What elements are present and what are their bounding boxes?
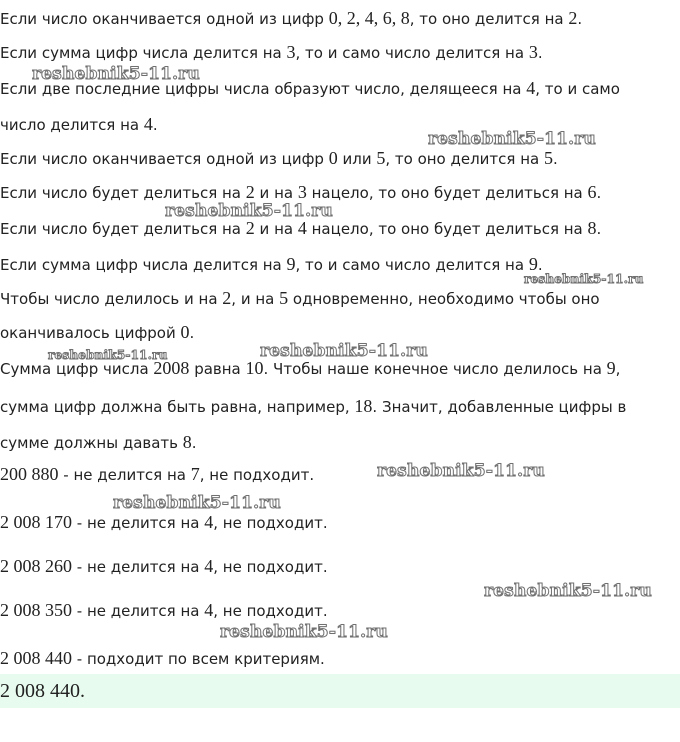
- line-text: , то оно делится на: [385, 150, 544, 168]
- line-text: .: [596, 184, 602, 202]
- line-text: и на: [254, 184, 298, 202]
- line-text: Если число оканчивается одной из цифр: [0, 150, 329, 168]
- line-text: , и на: [231, 290, 280, 308]
- line-text: сумма цифр должна быть равна, например,: [0, 398, 355, 416]
- line-number: 4: [204, 512, 214, 532]
- line-number: 5: [279, 288, 289, 308]
- line-text: нацело, то оно будет делиться на: [306, 220, 588, 238]
- line-text: Если число оканчивается одной из цифр: [0, 10, 329, 28]
- line-text: одновременно, необходимо чтобы оно: [288, 290, 600, 308]
- text-line: [0, 648, 325, 669]
- line-text: оканчивалось цифрой: [0, 324, 181, 342]
- text-line: [0, 8, 582, 29]
- text-line: [0, 396, 626, 417]
- line-text: , не подходит.: [213, 514, 328, 532]
- watermark: reshebnik5-11.ru: [260, 341, 428, 361]
- line-text: .: [596, 220, 602, 238]
- text-line: [0, 512, 328, 533]
- line-text: число делится на: [0, 116, 144, 134]
- line-text: или: [337, 150, 377, 168]
- text-line: [0, 556, 328, 577]
- line-text: .: [537, 256, 543, 274]
- watermark: reshebnik5-11.ru: [48, 348, 168, 362]
- text-line: [0, 218, 601, 239]
- line-text: - не делится на: [72, 514, 205, 532]
- line-number: 9: [528, 254, 538, 274]
- text-line: [0, 288, 600, 309]
- watermark: reshebnik5-11.ru: [428, 129, 596, 149]
- line-number: 200 880: [0, 464, 59, 484]
- line-text: , то оно делится на: [409, 10, 569, 28]
- line-number: 4: [204, 600, 214, 620]
- line-text: .: [152, 116, 158, 134]
- watermark: reshebnik5-11.ru: [484, 581, 652, 601]
- line-number: 4: [526, 78, 536, 98]
- line-text: .: [189, 324, 195, 342]
- line-text: Если сумма цифр числа делится на: [0, 256, 287, 274]
- line-number: 4: [143, 114, 153, 134]
- line-text: Если число будет делиться на: [0, 184, 246, 202]
- watermark: reshebnik5-11.ru: [524, 272, 644, 286]
- line-text: - не делится на: [72, 602, 205, 620]
- line-text: нацело, то оно будет делиться на: [306, 184, 588, 202]
- line-text: .: [577, 10, 583, 28]
- text-line: [0, 148, 558, 169]
- line-number: 3: [297, 182, 307, 202]
- line-number: 5: [543, 148, 553, 168]
- line-text: - подходит по всем критериям.: [72, 650, 325, 668]
- line-text: Если число будет делиться на: [0, 220, 246, 238]
- text-line: [0, 464, 314, 485]
- answer-box: [0, 674, 680, 708]
- line-number: 0, 2, 4, 6, 8: [328, 8, 410, 28]
- line-number: 2: [222, 288, 232, 308]
- line-number: 10: [245, 358, 264, 378]
- line-text: , то и само число делится на: [295, 44, 529, 62]
- text-line: [0, 114, 158, 135]
- text-line: [0, 254, 543, 275]
- line-number: 5: [376, 148, 386, 168]
- line-text: сумме должны давать: [0, 434, 183, 452]
- line-number: 2 008 170: [0, 512, 72, 532]
- line-text: Сумма цифр числа: [0, 360, 154, 378]
- watermark: reshebnik5-11.ru: [220, 622, 388, 642]
- line-number: 2008: [153, 358, 190, 378]
- watermark: reshebnik5-11.ru: [165, 201, 333, 221]
- line-number: 6: [587, 182, 597, 202]
- text-line: [0, 182, 601, 203]
- line-number: 18: [354, 396, 373, 416]
- line-number: 2 008 440: [0, 648, 72, 668]
- watermark: reshebnik5-11.ru: [377, 461, 545, 481]
- line-text: .: [191, 434, 197, 452]
- line-text: - не делится на: [58, 466, 191, 484]
- text-line: [0, 42, 543, 63]
- line-number: 4: [204, 556, 214, 576]
- line-number: 0: [180, 322, 190, 342]
- line-text: , то и само: [535, 80, 620, 98]
- line-number: 2: [245, 182, 255, 202]
- text-line: [0, 322, 194, 343]
- line-text: . Чтобы наше конечное число делилось на: [263, 360, 607, 378]
- text-line: [0, 432, 197, 453]
- line-text: и на: [254, 220, 298, 238]
- line-number: 2: [568, 8, 578, 28]
- watermark: reshebnik5-11.ru: [32, 64, 200, 84]
- line-number: 8: [587, 218, 597, 238]
- text-line: [0, 600, 328, 621]
- line-text: , не подходит.: [213, 558, 328, 576]
- line-number: 0: [328, 148, 338, 168]
- line-text: ,: [615, 360, 621, 378]
- line-number: 2 008 260: [0, 556, 72, 576]
- line-text: , не подходит.: [199, 466, 315, 484]
- line-text: .: [537, 44, 543, 62]
- line-text: - не делится на: [72, 558, 205, 576]
- line-text: Чтобы число делилось и на: [0, 290, 223, 308]
- line-text: . Значит, добавленные цифры в: [372, 398, 627, 416]
- line-number: 8: [182, 432, 192, 452]
- line-number: 9: [606, 358, 616, 378]
- line-text: Если сумма цифр числа делится на: [0, 44, 287, 62]
- watermark: reshebnik5-11.ru: [113, 493, 281, 513]
- line-text: , то и само число делится на: [295, 256, 529, 274]
- line-number: 3: [528, 42, 538, 62]
- line-number: 7: [190, 464, 200, 484]
- line-text: равна: [189, 360, 246, 378]
- answer-value: 2 008 440.: [0, 680, 85, 702]
- line-text: Если две последние цифры числа образуют число, делящееся на: [0, 80, 527, 98]
- line-number: 2 008 350: [0, 600, 72, 620]
- line-number: 4: [297, 218, 307, 238]
- line-number: 9: [286, 254, 296, 274]
- line-text: .: [552, 150, 558, 168]
- line-number: 3: [286, 42, 296, 62]
- line-number: 2: [245, 218, 255, 238]
- line-text: , не подходит.: [213, 602, 328, 620]
